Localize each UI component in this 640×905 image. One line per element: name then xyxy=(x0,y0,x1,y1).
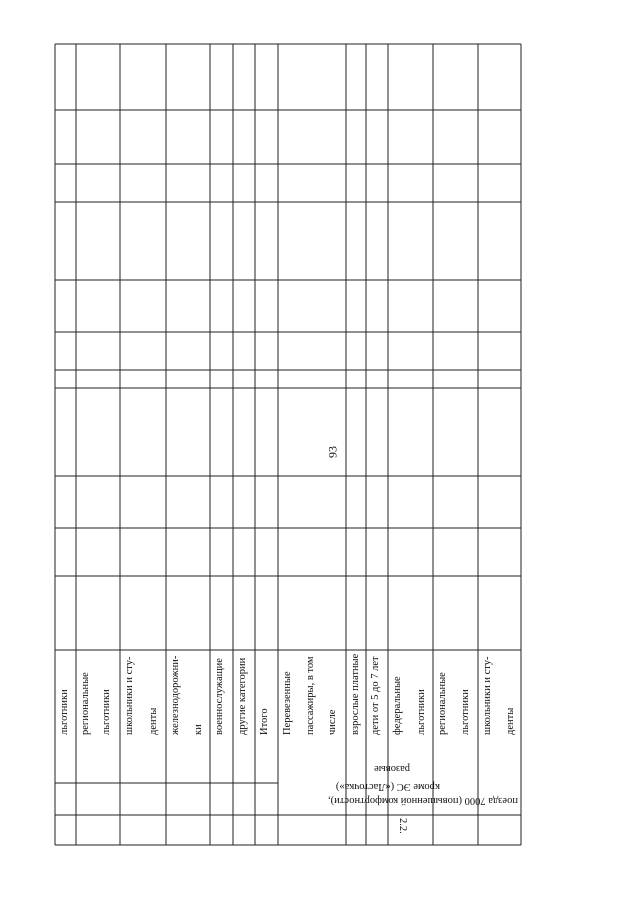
row-label-vzroslye: взрослые платные xyxy=(350,653,361,735)
section-title-line1: поезда 7000 (повышенной комфортности), xyxy=(328,795,518,806)
row-label-lgotniki-1: льготники xyxy=(59,689,70,735)
row-label-voennye: военнослужащие xyxy=(214,658,225,735)
section-number: 2.2. xyxy=(397,818,408,834)
row-label-federalnye-1: федеральные xyxy=(392,676,403,735)
row-label-shkolniki-2: школьники и сту- xyxy=(482,656,493,735)
row-label-perevezennye-2: пассажиры, в том xyxy=(305,656,316,735)
row-label-regionalnye-2: региональные xyxy=(437,672,448,735)
row-label-itogo: Итого xyxy=(259,708,270,735)
subgroup-label: разовые xyxy=(374,763,410,774)
row-label-zhd-2: ки xyxy=(193,724,204,735)
row-label-drugie: другие категории xyxy=(237,657,248,735)
page-number: 93 xyxy=(325,446,340,458)
section-title-line2: кроме ЭС («Ласточка») xyxy=(335,781,440,792)
row-label-regionalnye-1: региональные xyxy=(80,672,91,735)
row-label-perevezennye-3: числе xyxy=(327,709,338,735)
row-label-denty-1: денты xyxy=(148,707,159,735)
row-label-federalnye-2: льготники xyxy=(416,689,427,735)
row-label-denty-2: денты xyxy=(505,707,516,735)
row-label-lgotniki-2: льготники xyxy=(101,689,112,735)
row-label-regionalnye-3: льготники xyxy=(460,689,471,735)
row-label-deti: дети от 5 до 7 лет xyxy=(370,656,381,735)
row-label-shkolniki-1: школьники и сту- xyxy=(124,656,135,735)
row-label-perevezennye-1: Перевезенные xyxy=(282,671,293,735)
row-label-zhd-1: железнодорожни- xyxy=(170,655,181,735)
